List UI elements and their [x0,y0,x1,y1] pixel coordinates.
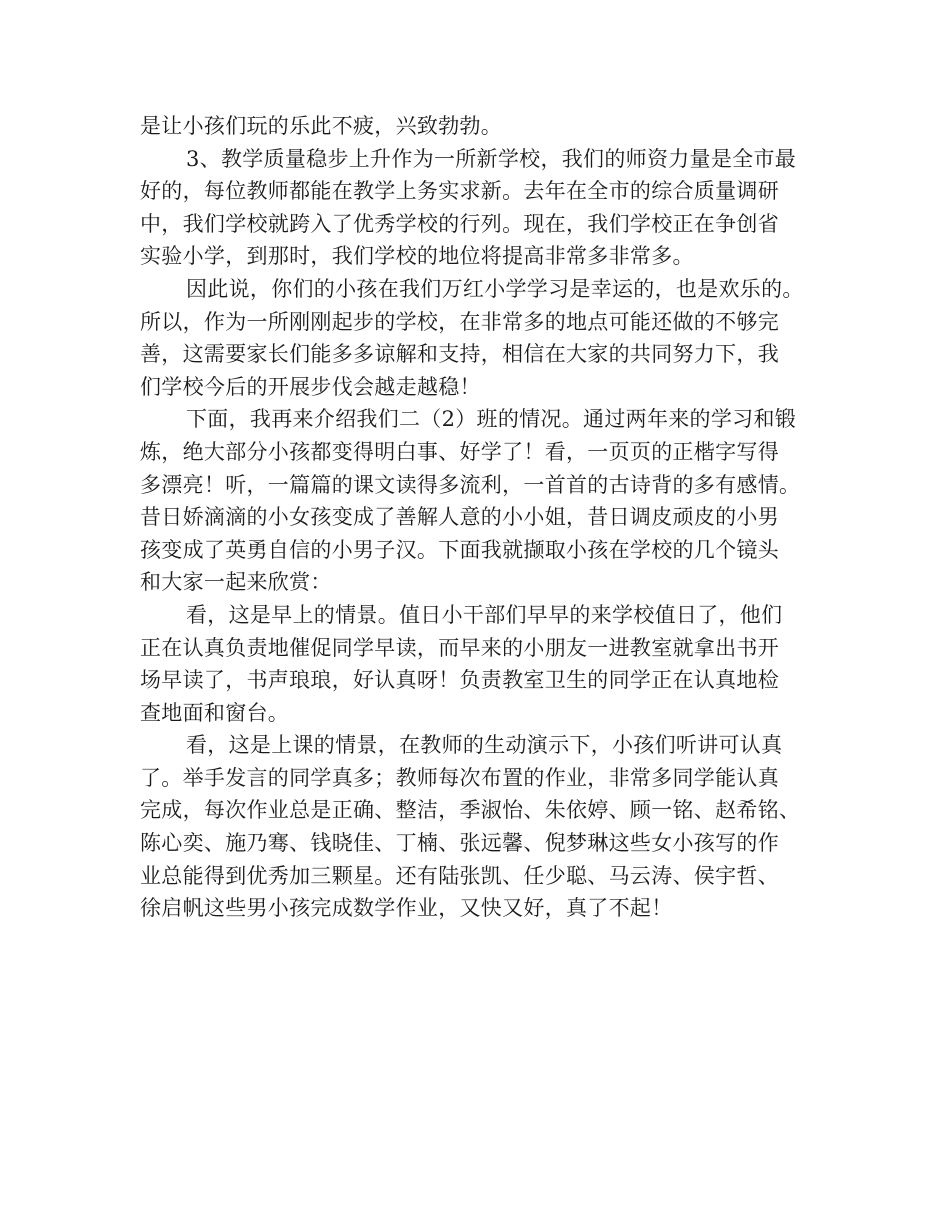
text-line: 中，我们学校就跨入了优秀学校的行列。现在，我们学校正在争创省 [140,211,779,236]
text-line: 善，这需要家长们能多多谅解和支持，相信在大家的共同努力下，我 [140,342,779,367]
paragraph-start-line: 看，这是早上的情景。值日小干部们早早的来学校值日了，他们 [186,602,783,627]
text-line: 了。举手发言的同学真多；教师每次布置的作业，非常多同学能认真 [140,765,779,790]
text-line: 好的，每位教师都能在教学上务实求新。去年在全市的综合质量调研 [140,179,779,204]
document-body [140,110,820,925]
text-line: 陈心奕、施乃骞、钱晓佳、丁楠、张远馨、倪梦琳这些女小孩写的作 [140,831,779,856]
text-line: 徐启帆这些男小孩完成数学作业，又快又好，真了不起！ [140,896,673,921]
text-line: 孩变成了英勇自信的小男子汉。下面我就撷取小孩在学校的几个镜头 [140,537,779,562]
text-line: 炼，绝大部分小孩都变得明白事、好学了！看，一页页的正楷字写得 [140,439,779,464]
text-line: 和大家一起来欣赏： [140,570,332,595]
text-line: 是让小孩们玩的乐此不疲，兴致勃勃。 [140,114,503,138]
text-line: 所以，作为一所刚刚起步的学校，在非常多的地点可能还做的不够完 [140,309,779,334]
paragraph-start-line: 因此说，你们的小孩在我们万红小学学习是幸运的，也是欢乐的。 [186,276,804,301]
paragraph-start-line: 下面，我再来介绍我们二（2）班的情况。通过两年来的学习和锻 [186,407,797,432]
text-line: 场早读了，书声琅琅，好认真呀！负责教室卫生的同学正在认真地检 [140,668,779,693]
paragraph-start-line: 3、教学质量稳步上升作为一所新学校，我们的师资力量是全市最 [186,146,797,171]
text-line: 实验小学，到那时，我们学校的地位将提高非常多非常多。 [140,244,694,269]
text-line: 多漂亮！听，一篇篇的课文读得多流利，一首首的古诗背的多有感情。 [140,472,801,497]
text-line: 昔日娇滴滴的小女孩变成了善解人意的小小姐，昔日调皮顽皮的小男 [140,505,779,530]
paragraph-start-line: 看，这是上课的情景，在教师的生动演示下，小孩们听讲可认真 [186,733,783,758]
text-line: 查地面和窗台。 [140,700,290,725]
text-line: 业总能得到优秀加三颗星。还有陆张凯、任少聪、马云涛、侯宇哲、 [140,863,779,888]
text-line: 们学校今后的开展步伐会越走越稳！ [140,374,481,399]
text-line: 正在认真负责地催促同学早读，而早来的小朋友一进教室就拿出书开 [140,635,779,660]
text-line: 完成，每次作业总是正确、整洁，季淑怡、朱依婷、顾一铭、赵希铭、 [140,798,801,823]
